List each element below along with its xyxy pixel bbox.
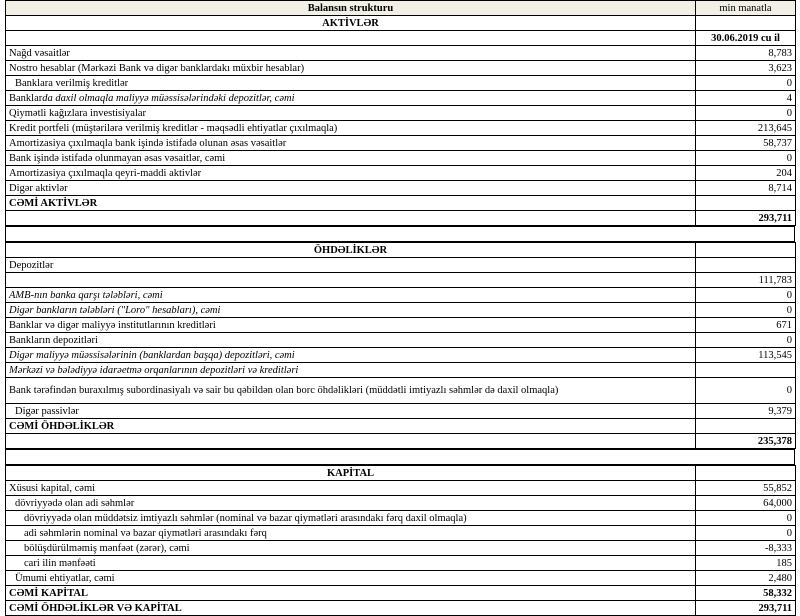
row-label: Digər aktivlər bbox=[6, 181, 696, 196]
row-value: 9,379 bbox=[696, 404, 796, 419]
row-label-italic: da daxil olmaqla maliyyə müəssisələrindəki depozitlər, cəmi bbox=[42, 92, 295, 104]
table-row-total bbox=[6, 601, 796, 616]
table-row-total-value bbox=[6, 434, 796, 449]
column-header-row bbox=[6, 31, 796, 46]
row-label: Amortizasiya çıxılmaqla bank işində istifadə olunan əsas vəsaitlər bbox=[6, 136, 696, 151]
row-label: Amortizasiya çıxılmaqla qeyri-maddi aktivlər bbox=[6, 166, 696, 181]
liabilities-table bbox=[5, 242, 796, 449]
row-value: 58,332 bbox=[696, 586, 796, 601]
row-value: 0 bbox=[696, 511, 796, 526]
row-label: Digər passivlər bbox=[6, 404, 696, 419]
row-value: 3,623 bbox=[696, 61, 796, 76]
table-row bbox=[6, 333, 796, 348]
row-value: 0 bbox=[696, 333, 796, 348]
row-value: 0 bbox=[696, 106, 796, 121]
table-row bbox=[6, 273, 796, 288]
document-title: Balansın strukturu bbox=[6, 1, 696, 16]
section-title-assets: AKTİVLƏR bbox=[6, 16, 696, 31]
section-header-assets bbox=[6, 16, 796, 31]
row-label: CƏMİ KAPİTAL bbox=[6, 586, 696, 601]
row-value bbox=[696, 419, 796, 434]
row-label: Qiymətli kağızlara investisiyalar bbox=[6, 106, 696, 121]
row-label: CƏMİ ÖHDƏLİKLƏR bbox=[6, 419, 696, 434]
table-row bbox=[6, 496, 796, 511]
row-label: dövriyyədə olan müddətsiz imtiyazlı səhmlər (nominal və bazar qiymətləri arasındakı fərq daxil olmaqla) bbox=[6, 511, 696, 526]
table-row bbox=[6, 303, 796, 318]
capital-table bbox=[5, 465, 796, 616]
table-row bbox=[6, 181, 796, 196]
section-header-capital bbox=[6, 466, 796, 481]
row-value: 55,852 bbox=[696, 481, 796, 496]
row-value bbox=[696, 363, 796, 378]
row-label: Xüsusi kapital, cəmi bbox=[6, 481, 696, 496]
row-label: Bankların depozitləri bbox=[6, 333, 696, 348]
section-title-liabilities: ÖHDƏLİKLƏR bbox=[6, 243, 696, 258]
row-label: Banklara verilmiş kreditlər bbox=[6, 76, 696, 91]
table-row bbox=[6, 91, 796, 106]
row-value: 0 bbox=[696, 378, 796, 404]
row-label bbox=[6, 91, 696, 106]
table-row bbox=[6, 136, 796, 151]
row-label: Nağd vəsaitlər bbox=[6, 46, 696, 61]
row-value: 235,378 bbox=[696, 434, 796, 449]
row-value: 0 bbox=[696, 288, 796, 303]
table-row-total bbox=[6, 586, 796, 601]
spacer-cell bbox=[6, 227, 795, 242]
row-value: 0 bbox=[696, 526, 796, 541]
row-label: bölüşdürülməmiş mənfəət (zərər), cəmi bbox=[6, 541, 696, 556]
table-row-total bbox=[6, 196, 796, 211]
table-row bbox=[6, 526, 796, 541]
section-assets-blank bbox=[696, 16, 796, 31]
section-capital-blank bbox=[696, 466, 796, 481]
row-label: AMB-nın banka qarşı tələbləri, cəmi bbox=[6, 288, 696, 303]
row-label-prefix: Banklar bbox=[9, 92, 43, 104]
row-value: 58,737 bbox=[696, 136, 796, 151]
row-value bbox=[696, 258, 796, 273]
row-label: Banklar və digər maliyyə institutlarının kreditləri bbox=[6, 318, 696, 333]
row-label: Kredit portfeli (müştərilərə verilmiş kreditlər - məqsədli ehtiyatlar çıxılmaqla) bbox=[6, 121, 696, 136]
document-title-row bbox=[6, 1, 796, 16]
table-row bbox=[6, 511, 796, 526]
row-label: CƏMİ AKTİVLƏR bbox=[6, 196, 696, 211]
row-value: 204 bbox=[696, 166, 796, 181]
row-label-blank bbox=[6, 211, 696, 226]
row-value bbox=[696, 196, 796, 211]
spacer-cell bbox=[6, 450, 795, 465]
table-row bbox=[6, 378, 796, 404]
row-label: Bank işində istifadə olunmayan əsas vəsaitlər, cəmi bbox=[6, 151, 696, 166]
row-value: 2,480 bbox=[696, 571, 796, 586]
table-row bbox=[6, 121, 796, 136]
row-label: Depozitlər bbox=[6, 258, 696, 273]
table-row bbox=[6, 363, 796, 378]
row-label: Nostro hesablar (Mərkəzi Bank və digər banklardakı müxbir hesablar) bbox=[6, 61, 696, 76]
row-value: -8,333 bbox=[696, 541, 796, 556]
row-value: 8,783 bbox=[696, 46, 796, 61]
section-liabilities-blank bbox=[696, 243, 796, 258]
table-row bbox=[6, 61, 796, 76]
row-label-blank bbox=[6, 273, 696, 288]
table-row bbox=[6, 404, 796, 419]
row-label: Digər maliyyə müəssisələrinin (banklardan başqa) depozitləri, cəmi bbox=[6, 348, 696, 363]
table-row bbox=[6, 166, 796, 181]
row-label: dövriyyədə olan adi səhmlər bbox=[6, 496, 696, 511]
row-value: 293,711 bbox=[696, 601, 796, 616]
row-value: 4 bbox=[696, 91, 796, 106]
table-row bbox=[6, 481, 796, 496]
section-title-capital: KAPİTAL bbox=[6, 466, 696, 481]
row-label: adi səhmlərin nominal və bazar qiymətləri arasındakı fərq bbox=[6, 526, 696, 541]
table-row bbox=[6, 288, 796, 303]
table-row bbox=[6, 556, 796, 571]
row-value: 0 bbox=[696, 76, 796, 91]
table-row bbox=[6, 348, 796, 363]
row-label: Bank tərəfindən buraxılmış subordinasiyalı və sair bu qəbildən olan borc öhdəlikləri (müddətli imtiyazlı səhmlər də daxil olmaqla) bbox=[6, 378, 696, 404]
row-value: 8,714 bbox=[696, 181, 796, 196]
table-row bbox=[6, 258, 796, 273]
row-value: 64,000 bbox=[696, 496, 796, 511]
row-value: 113,545 bbox=[696, 348, 796, 363]
table-row bbox=[6, 541, 796, 556]
row-value: 0 bbox=[696, 303, 796, 318]
row-value: 185 bbox=[696, 556, 796, 571]
table-row bbox=[6, 151, 796, 166]
column-header-label-blank bbox=[6, 31, 696, 46]
section-header-liabilities bbox=[6, 243, 796, 258]
table-row bbox=[6, 46, 796, 61]
row-value: 0 bbox=[696, 151, 796, 166]
assets-table bbox=[5, 0, 796, 226]
row-label: cari ilin mənfəəti bbox=[6, 556, 696, 571]
table-row-total-value bbox=[6, 211, 796, 226]
table-row bbox=[6, 318, 796, 333]
row-label-blank bbox=[6, 434, 696, 449]
row-value: 111,783 bbox=[696, 273, 796, 288]
row-label: CƏMİ ÖHDƏLİKLƏR VƏ KAPİTAL bbox=[6, 601, 696, 616]
row-value: 213,645 bbox=[696, 121, 796, 136]
row-label: Digər bankların tələbləri ("Loro" hesabları), cəmi bbox=[6, 303, 696, 318]
spacer-1 bbox=[5, 226, 795, 242]
row-value: 293,711 bbox=[696, 211, 796, 226]
row-label: Mərkəzi və bələdiyyə idarəetmə orqanlarının depozitləri və kreditləri bbox=[6, 363, 696, 378]
column-header-period: 30.06.2019 cu il bbox=[696, 31, 796, 46]
table-row-total bbox=[6, 419, 796, 434]
spacer-2 bbox=[5, 449, 795, 465]
row-label: Ümumi ehtiyatlar, cəmi bbox=[6, 571, 696, 586]
row-value: 671 bbox=[696, 318, 796, 333]
table-row bbox=[6, 76, 796, 91]
document-unit: min manatla bbox=[696, 1, 796, 16]
table-row bbox=[6, 106, 796, 121]
